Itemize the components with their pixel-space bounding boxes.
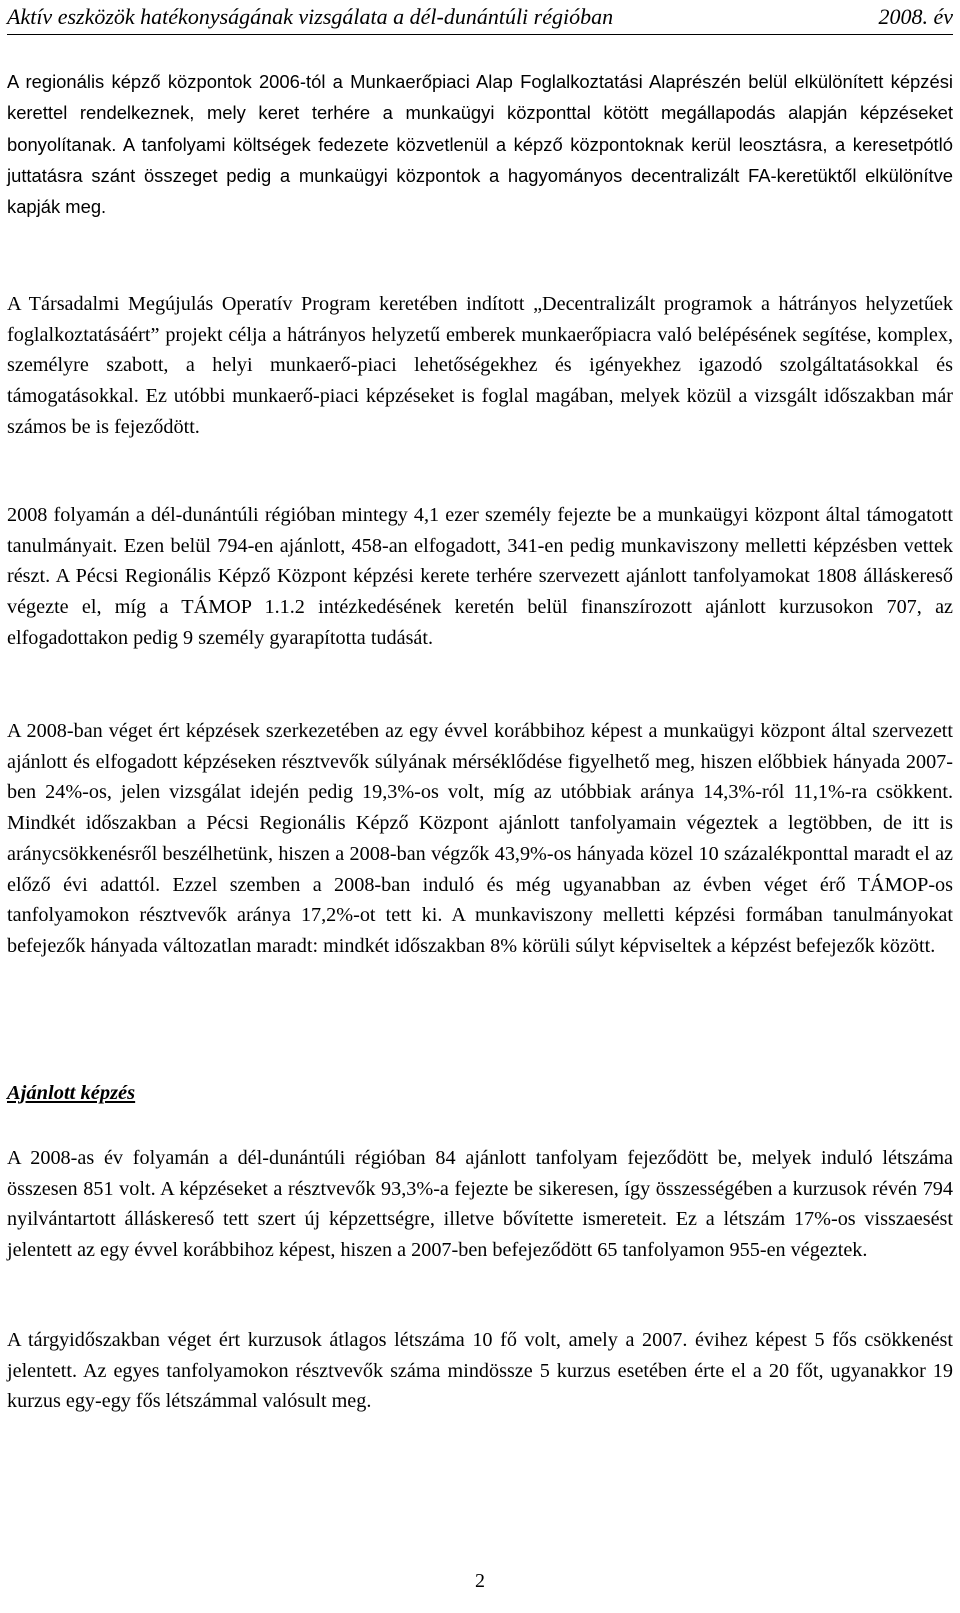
paragraph-tamop-program: A Társadalmi Megújulás Operatív Program keretében indított „Decentralizált programok a hátrányos helyzetűek foglalkoztatásáért” projekt célja a hátrányos helyzetű emberek munkaerőpiacra való belépésének segítése, komplex, személyre szabott, a helyi munkaerő-piaci lehetőségekhez és igényekhez igazodó szolgáltatásokkal és támogatásokkal. Ez utóbbi munkaerő-piaci képzéseket is foglal magában, melyek közül a vizsgált időszakban már számos be is fejeződött.	[7, 293, 953, 438]
paragraph-training-budget: A regionális képző központok 2006-tól a Munkaerőpiaci Alap Foglalkoztatási Alaprészén belül elkülönített képzési kerettel rendelkeznek, mely keret terhére a munkaügyi központtal kötött megállapodás alapján képzéseket bonyolítanak. A tanfolyami költségek fedezete közvetlenül a képző központoknak kerül leosztásra, a keresetpótló juttatásra szánt összeget pedig a munkaügyi központok a hagyományos decentralizált FA-keretüktől elkülönítve kapják meg.	[7, 71, 953, 218]
average-section	[7, 1325, 953, 1417]
running-header	[7, 2, 953, 35]
recommended-section	[7, 1143, 953, 1266]
tamop-section	[7, 289, 953, 443]
completion-section	[7, 500, 953, 654]
header-year: 2008. év	[878, 4, 953, 29]
header-title: Aktív eszközök hatékonyságának vizsgálata a dél-dunántúli régióban	[7, 4, 614, 29]
paragraph-completions-2008: 2008 folyamán a dél-dunántúli régióban mintegy 4,1 ezer személy fejezte be a munkaügyi központ által támogatott tanulmányait. Ezen belül 794-en ajánlott, 458-an elfogadott, 341-en pedig munkaviszony melletti képzésben vettek részt. A Pécsi Regionális Képző Központ képzési kerete terhére szervezett ajánlott tanfolyamokat 1808 álláskereső végezte el, míg a TÁMOP 1.1.2 intézkedésének keretén belül finanszírozott ajánlott kurzusokon 707, az elfogadottakon pedig 9 személy gyarapította tudását.	[7, 504, 953, 649]
intro-section	[7, 66, 953, 222]
paragraph-recommended-courses: A 2008-as év folyamán a dél-dunántúli régióban 84 ajánlott tanfolyam fejeződött be, melyek induló létszáma összesen 851 volt. A képzéseket a résztvevők 93,3%-a fejezte be sikeresen, így összességében a kurzusok révén 794 nyilvántartott álláskereső tett szert új képzettségre, illetve bővítette ismereteit. Ez a létszám 17%-os visszaesést jelentett az egy évvel korábbihoz képest, hiszen a 2007-ben befejeződött 65 tanfolyamon 955-en végeztek.	[7, 1147, 953, 1262]
paragraph-training-structure: A 2008-ban véget ért képzések szerkezetében az egy évvel korábbihoz képest a munkaügyi központ által szervezett ajánlott és elfogadott képzéseken résztvevők súlyának mérséklődése figyelhető meg, hiszen előbbiek hányada 2007-ben 24%-os, jelen vizsgálat idején pedig 19,3%-os volt, míg az utóbbiak aránya 14,3%-ról 11,1%-ra csökkent. Mindkét időszakban a Pécsi Regionális Képző Központ ajánlott tanfolyamain végeztek a legtöbben, de itt is aránycsökkenésről beszélhetünk, hiszen a 2008-ban végzők 43,9%-os hányada közel 10 százalékponttal maradt el az előző évi adattól. Ezzel szemben a 2008-ban induló és még ugyanabban az évben véget érő TÁMOP-os tanfolyamokon résztvevők aránya 17,2%-ot tett ki. A munkaviszony melletti képzési formában tanulmányokat befejezők hányada változatlan maradt: mindkét időszakban 8% körüli súlyt képviseltek a képzést befejezők között.	[7, 720, 953, 957]
paragraph-average-size: A tárgyidőszakban véget ért kurzusok átlagos létszáma 10 fő volt, amely a 2007. évihez képest 5 fős csökkenést jelentett. Az egyes tanfolyamokon résztvevők száma mindössze 5 kurzus esetében érte el a 20 főt, ugyanakkor 19 kurzus egy-egy fős létszámmal valósult meg.	[7, 1329, 953, 1413]
structure-section	[7, 716, 953, 962]
page-number: 2	[475, 1570, 485, 1592]
section-heading: Ajánlott képzés	[7, 1082, 136, 1104]
